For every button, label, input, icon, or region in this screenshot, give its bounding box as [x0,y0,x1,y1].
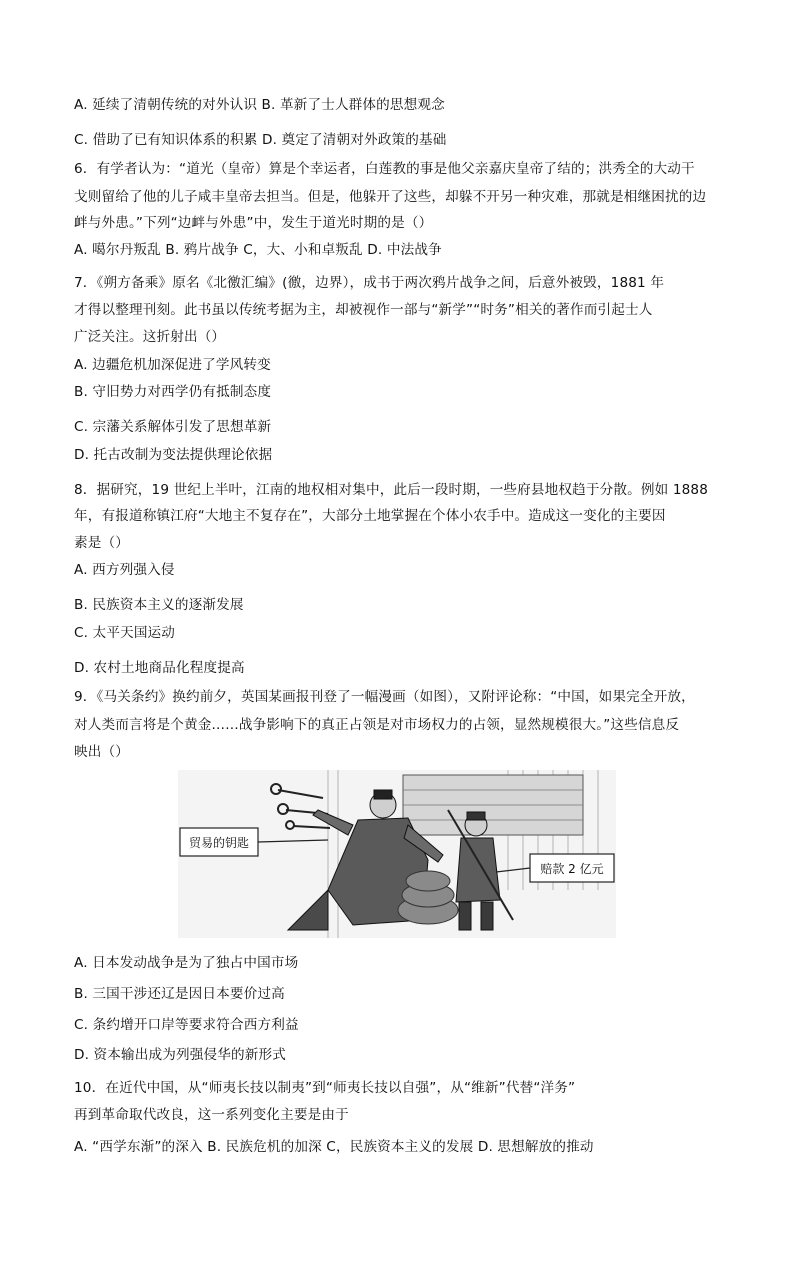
q6-stem-line-3: 衅与外患。”下列“边衅与外患”中，发生于道光时期的是（） [74,215,433,231]
q9-option-c: C. 条约增开口岸等要求符合西方利益 [74,1017,299,1033]
cartoon-label-indemnity: 赔款 2 亿元 [540,862,604,876]
q8-option-a: A. 西方列强入侵 [74,562,175,578]
q8-stem-line-3: 素是（） [74,535,129,551]
q7-option-c: C. 宗藩关系解体引发了思想革新 [74,419,272,435]
q9-stem-line-2: 对人类而言将是个黄金……战争影响下的真正占领是对市场权力的占领，显然规模很大。”这些信息反 [74,717,680,733]
q8-stem-line-2: 年，有报道称镇江府“大地主不复存在”，大部分土地掌握在个体小农手中。造成这一变化的主要因 [74,508,666,524]
q7-option-a: A. 边疆危机加深促进了学风转变 [74,357,271,373]
q7-option-b: B. 守旧势力对西学仍有抵制态度 [74,384,272,400]
q7-stem-line-3: 广泛关注。这折射出（） [74,329,226,345]
q8-option-b: B. 民族资本主义的逐渐发展 [74,597,244,613]
q7-stem-line-1: 7．《朔方备乘》原名《北徼汇编》(徼，边界），成书于两次鸦片战争之间，后意外被毁，1881 年 [74,275,665,291]
q8-option-c: C. 太平天国运动 [74,625,176,641]
q6-options: A. 噶尔丹叛乱 B. 鸦片战争 C，大、小和卓叛乱 D. 中法战争 [74,242,442,258]
q6-stem-line-1: 6．有学者认为：“道光（皇帝）算是个幸运者，白莲教的事是他父亲嘉庆皇帝了结的；洪秀全的大动干 [74,161,695,177]
q8-option-d: D. 农村土地商品化程度提高 [74,660,245,676]
cartoon-label-trade-key: 贸易的钥匙 [188,836,250,850]
q9-option-a: A. 日本发动战争是为了独占中国市场 [74,955,299,971]
q5-options-cd: C. 借助了已有知识体系的积累 D. 奠定了清朝对外政策的基础 [74,132,447,148]
q7-stem-line-2: 才得以整理刊刻。此书虽以传统考据为主，却被视作一部与“新学”“时务”相关的著作而引起士人 [74,302,653,318]
q9-cartoon [178,770,616,938]
q9-stem-line-3: 映出（） [74,744,129,760]
q6-stem-line-2: 戈则留给了他的儿子咸丰皇帝去担当。但是，他躲开了这些，却躲不开另一种灾难，那就是相继困扰的边 [74,189,707,205]
q10-stem-line-2: 再到革命取代改良，这一系列变化主要是由于 [74,1107,349,1123]
q5-options-ab: A. 延续了清朝传统的对外认识 B. 革新了士人群体的思想观念 [74,97,445,113]
q9-option-d: D. 资本输出成为列强侵华的新形式 [74,1047,286,1063]
q10-stem-line-1: 10．在近代中国，从“师夷长技以制夷”到“师夷长技以自强”，从“维新”代替“洋务” [74,1080,576,1096]
cartoon-illustration [178,770,616,938]
q9-option-b: B. 三国干涉还辽是因日本要价过高 [74,986,285,1002]
q9-stem-line-1: 9．《马关条约》换约前夕，英国某画报刊登了一幅漫画（如图），又附评论称：“中国，如果完全开放， [74,689,695,705]
q10-options: A. “西学东渐”的深入 B. 民族危机的加深 C，民族资本主义的发展 D. 思想解放的推动 [74,1139,594,1155]
q7-option-d: D. 托古改制为变法提供理论依据 [74,447,273,463]
q8-stem-line-1: 8．据研究，19 世纪上半叶，江南的地权相对集中，此后一段时期，一些府县地权趋于分散。例如 1888 [74,482,709,498]
